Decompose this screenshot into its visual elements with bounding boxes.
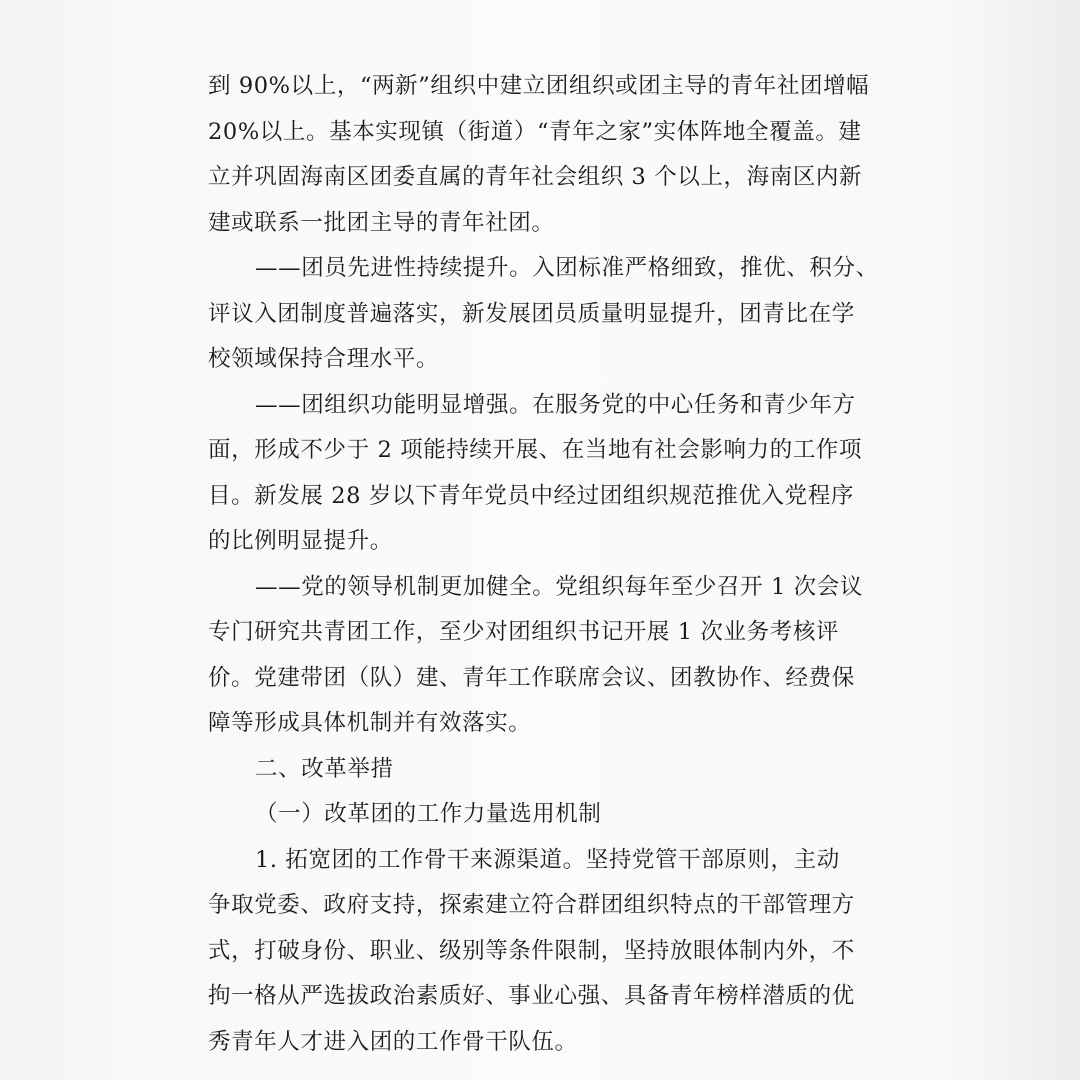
paragraph-line: 拘一格从严选拔政治素质好、事业心强、具备青年榜样潜质的优 — [208, 983, 855, 1009]
paragraph-line: 20%以上。基本实现镇（街道）“青年之家”实体阵地全覆盖。建 — [208, 118, 862, 145]
subsection-heading: （一）改革团的工作力量选用机制 — [255, 801, 602, 827]
paragraph-line: 目。新发展 28 岁以下青年党员中经过团组织规范推优入党程序 — [208, 482, 854, 509]
paragraph-line: 秀青年人才进入团的工作骨干队伍。 — [208, 1028, 578, 1055]
paragraph-line: 建或联系一批团主导的青年社团。 — [208, 209, 555, 236]
paragraph-line: 的比例明显提升。 — [208, 528, 393, 554]
section-heading: 二、改革举措 — [255, 755, 394, 782]
paragraph-line: 障等形成具体机制并有效落实。 — [208, 710, 532, 736]
paragraph-line: ——团员先进性持续提升。入团标准严格细致，推优、积分、 — [255, 255, 879, 281]
paragraph-line: 校领域保持合理水平。 — [208, 346, 440, 372]
paragraph-line: 式，打破身份、职业、级别等条件限制，坚持放眼体制内外，不 — [208, 937, 855, 964]
paragraph-line: 价。党建带团（队）建、青年工作联席会议、团教协作、经费保 — [208, 664, 855, 691]
paragraph-line: 1. 拓宽团的工作骨干来源渠道。坚持党管干部原则，主动 — [255, 846, 840, 873]
paragraph-line: 评议入团制度普遍落实，新发展团员质量明显提升，团青比在学 — [208, 300, 855, 327]
paragraph-line: 专门研究共青团工作，至少对团组织书记开展 1 次业务考核评 — [208, 619, 840, 645]
paragraph-line: 面，形成不少于 2 项能持续开展、在当地有社会影响力的工作项 — [208, 437, 863, 463]
paragraph-line: ——团组织功能明显增强。在服务党的中心任务和青少年方 — [255, 391, 856, 418]
paragraph-line: 立并巩固海南区团委直属的青年社会组织 3 个以上，海南区内新 — [208, 164, 863, 190]
paragraph-line: 到 90%以上，“两新”组织中建立团组织或团主导的青年社团增幅 — [208, 73, 870, 99]
paragraph-line: 争取党委、政府支持，探索建立符合群团组织特点的干部管理方 — [208, 892, 855, 918]
paragraph-line: ——党的领导机制更加健全。党组织每年至少召开 1 次会议 — [255, 573, 863, 600]
document-body — [208, 64, 879, 1065]
